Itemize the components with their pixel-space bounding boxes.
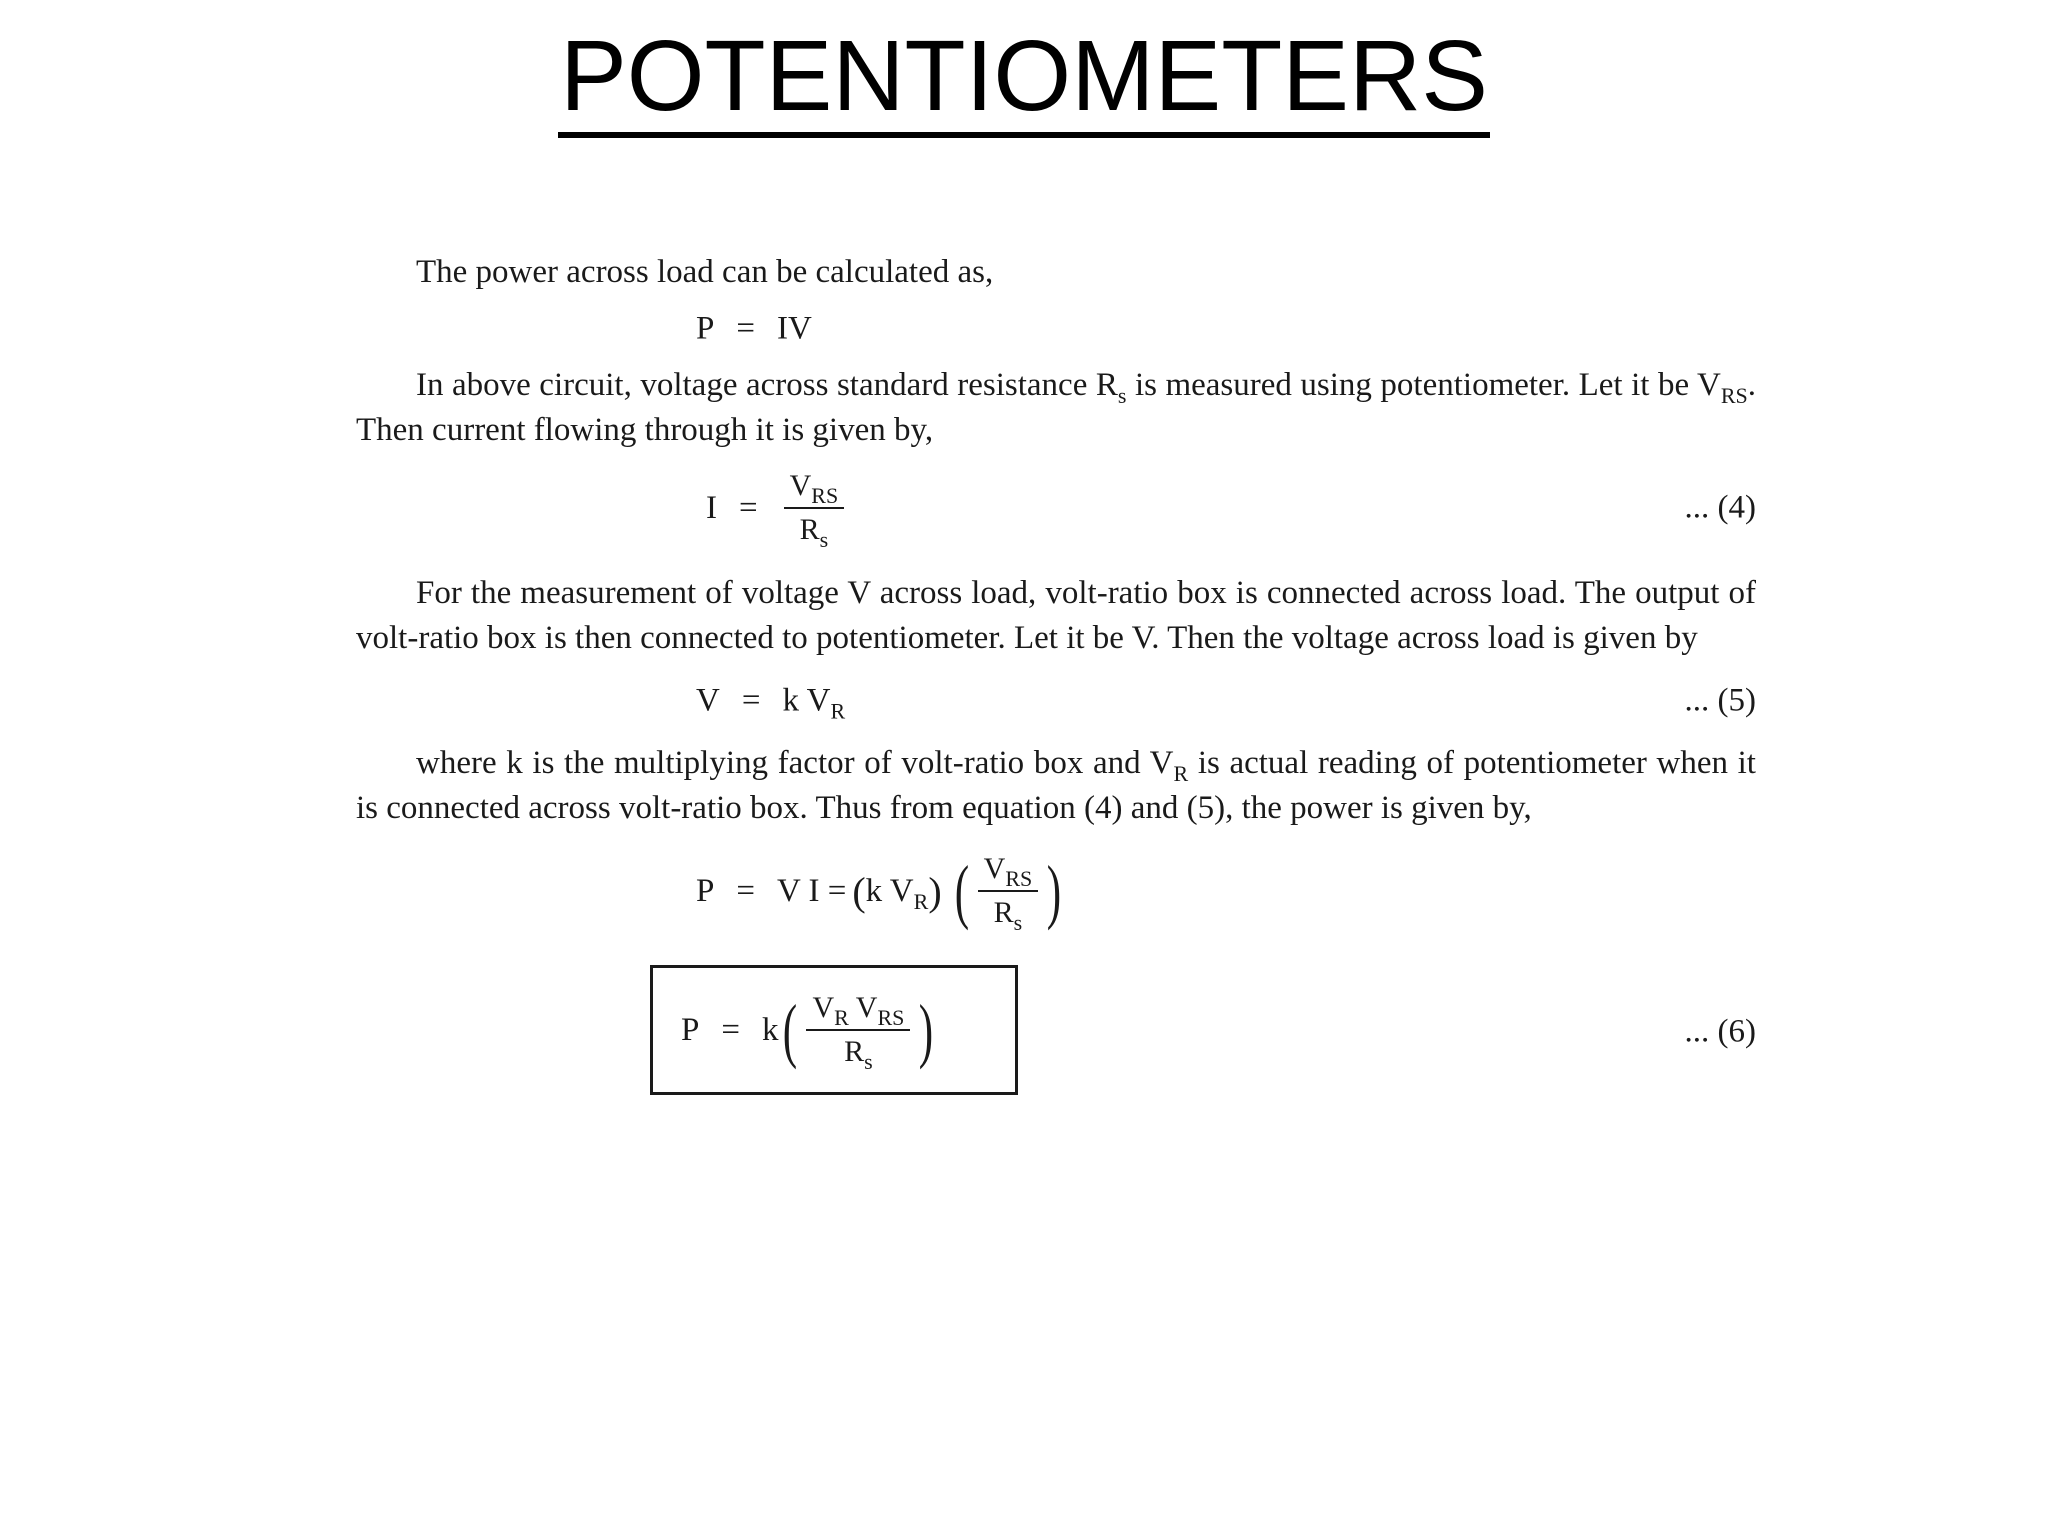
equation-p-iv <box>356 295 1756 363</box>
eq1-rhs: IV <box>776 310 812 347</box>
eq4-lhs: I <box>706 489 717 526</box>
eqp-big-paren-left: ( <box>954 851 969 931</box>
eqp-num: V <box>983 852 1006 885</box>
p2-text-b: is measured using potentiometer. Let it be V <box>1126 367 1721 403</box>
p2-text-c: . Then current flowing through it is given by, <box>356 367 1757 448</box>
boxed-result <box>650 965 1018 1095</box>
equation-4 <box>356 453 1756 563</box>
slide-title <box>0 16 2048 136</box>
eq5-rhs <box>782 679 845 724</box>
equation-number-5: ... (5) <box>1684 682 1756 719</box>
paragraph-power-intro: The power across load can be calculated as, <box>416 254 994 290</box>
eq6-den-sub: s <box>864 1049 873 1074</box>
eq4-equals: = <box>739 489 758 526</box>
eqp-paren-left: ( <box>852 868 866 914</box>
paragraph-volt-ratio-box: For the measurement of voltage V across load, volt-ratio box is connected across load. The output of volt-ratio box is then connected to potentiometer. Let it be V. Then the voltage across load is given by <box>356 575 1756 656</box>
equation-power-expansion <box>356 831 1756 951</box>
eq6-num-a-sub: R <box>834 1005 849 1030</box>
paragraph-standard-resistance <box>356 363 1756 453</box>
eqp-paren-right: ) <box>928 868 942 914</box>
p2-sub-rs: RS <box>1720 383 1748 408</box>
eq1-lhs: P <box>696 310 715 347</box>
equation-number-4: ... (4) <box>1684 489 1756 526</box>
paragraph-multiplying-factor <box>356 741 1756 831</box>
eq6-paren-right: ) <box>919 990 934 1070</box>
eq6-num-b-sub: RS <box>877 1005 905 1030</box>
equation-6 <box>356 965 1756 1099</box>
eq6-k: k <box>761 1011 779 1048</box>
p4-text-a: where k is the multiplying factor of volt-ratio box and V <box>416 745 1174 781</box>
eq4-den: R <box>799 513 820 546</box>
eq4-den-sub: s <box>819 527 829 552</box>
eq4-fraction <box>784 467 845 552</box>
eq6-lhs: P <box>681 1011 700 1048</box>
p4-text-b: is actual reading of potentiometer when it is connected across volt-ratio box. Thus from equation (4) and (5), the power is given by, <box>356 745 1756 826</box>
eqp-k-text: k V <box>865 872 914 909</box>
eqp-lhs: P <box>696 872 715 909</box>
eq1-equals: = <box>736 310 755 347</box>
equation-number-6: ... (6) <box>1684 1013 1756 1050</box>
document-body <box>356 250 1756 1099</box>
p2-text-a: In above circuit, voltage across standard resistance R <box>416 367 1118 403</box>
eqp-k <box>866 869 929 914</box>
eq4-num-sub: RS <box>811 483 839 508</box>
eq6-num-a: V <box>812 991 835 1024</box>
eqp-fraction <box>978 850 1039 935</box>
eqp-num-sub: RS <box>1005 866 1033 891</box>
slide-title-text: POTENTIOMETERS <box>558 20 1490 138</box>
eq5-rhs-text: k V <box>782 682 831 719</box>
eq5-lhs: V <box>696 682 720 719</box>
p2-sub-s: s <box>1117 383 1127 408</box>
eq6-equals: = <box>721 1011 740 1048</box>
eq6-den: R <box>844 1035 865 1068</box>
eqp-equals: = <box>736 872 755 909</box>
eq6-num-b: V <box>848 991 878 1024</box>
eq4-num: V <box>789 469 812 502</box>
eq5-rhs-sub: R <box>830 698 846 724</box>
eqp-k-sub: R <box>913 888 929 914</box>
eqp-mid: V I = <box>776 872 847 909</box>
p4-sub-r: R <box>1173 761 1189 786</box>
eqp-den-sub: s <box>1013 910 1023 935</box>
equation-5 <box>356 661 1756 741</box>
eq6-fraction <box>806 989 910 1074</box>
eq5-equals: = <box>741 682 761 719</box>
eq6-paren-left: ( <box>783 990 798 1070</box>
eqp-big-paren-right: ) <box>1047 851 1062 931</box>
eqp-den: R <box>993 896 1014 929</box>
